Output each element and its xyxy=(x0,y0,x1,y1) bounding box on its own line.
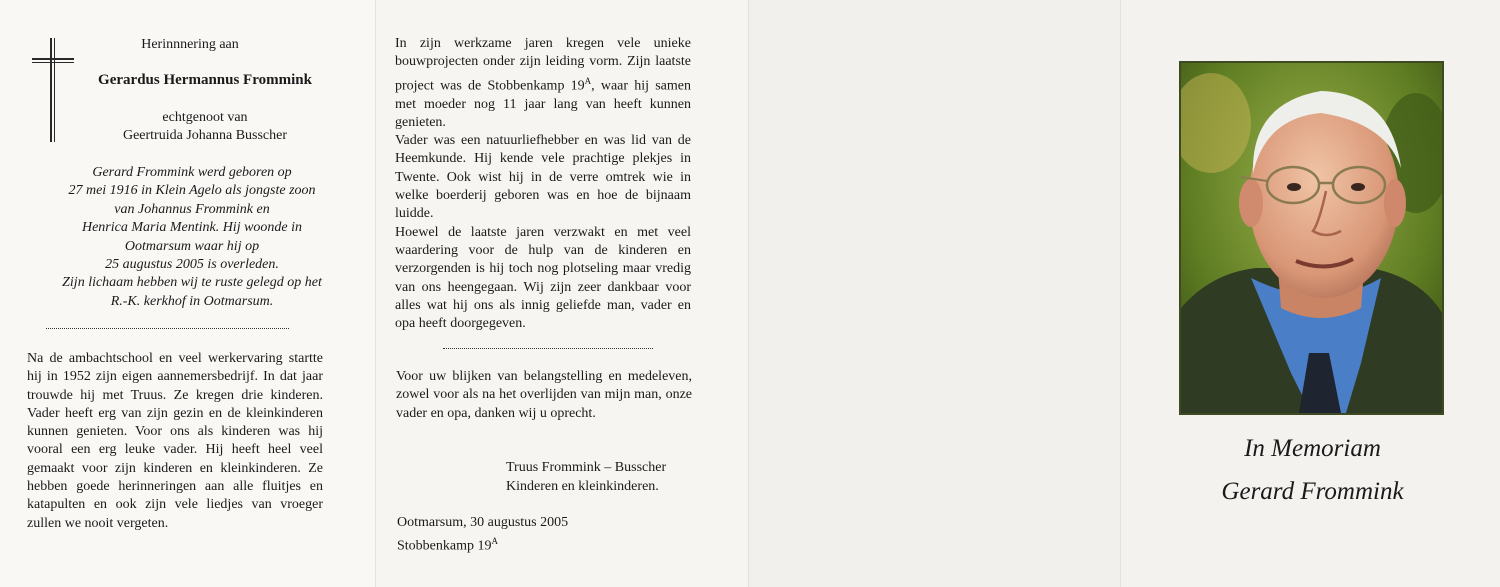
spouse-block xyxy=(85,109,325,146)
thanks-text: Voor uw blijken van belangstelling en medeleven, zowel voor als na het overlijden van mijn man, onze vader en opa, danken wij u oprecht. xyxy=(396,369,692,421)
blank-page xyxy=(748,0,1120,587)
address-superscript: A xyxy=(491,536,498,546)
deceased-name: Gerardus Hermannus Frommink xyxy=(98,72,312,88)
life-story: Na de ambachtschool en veel werkervaring startte hij in 1952 zijn eigen aannemersbedrijf. In dat jaar trouwde hij met Truus. Ze kregen drie kinderen. Vader heeft erg van zijn gezin en de kleinkinderen kunnen genieten. Voor ons als kinderen was hij vooral een erg leuke vader. Hij heeft heel veel gemaakt voor zijn kinderen en kleinkinderen. Ze hebben goede herinneringen aan alle fluitjes en katapulten en ook zijn vele liedjes van vroeger zullen we nooit vergeten. xyxy=(27,351,323,531)
bio-line: 25 augustus 2005 is overleden. xyxy=(105,257,279,273)
career-text-before: In zijn werkzame jaren kregen vele unieke bouwprojecten onder zijn leiding vorm. Zijn laatste project was de Stobbenkamp 19 xyxy=(395,36,691,94)
portrait-photo xyxy=(1179,61,1444,415)
memoriam-name: Gerard Frommink xyxy=(1221,478,1404,505)
signature-family: Kinderen en kleinkinderen. xyxy=(506,479,659,494)
spouse-name: Geertruida Johanna Busscher xyxy=(122,128,288,144)
bio-line: Zijn lichaam hebben wij te ruste gelegd op het xyxy=(62,275,322,291)
biography xyxy=(22,164,362,311)
bio-line: Ootmarsum waar hij op xyxy=(124,238,260,254)
bio-line: 27 mei 1916 in Klein Agelo als jongste zoon xyxy=(68,183,316,199)
address-text: Stobbenkamp 19 xyxy=(397,538,492,554)
dotted-divider xyxy=(46,328,289,329)
career-superscript: A xyxy=(584,75,592,86)
place-date-block xyxy=(397,513,568,556)
bio-line: van Johannus Frommink en xyxy=(114,201,270,217)
bio-line: R.-K. kerkhof in Ootmarsum. xyxy=(110,293,274,309)
bio-line: Gerard Frommink werd geboren op xyxy=(92,165,292,180)
in-memoriam-title: In Memoriam xyxy=(1244,435,1381,462)
address xyxy=(397,532,568,556)
bio-line: Henrica Maria Mentink. Hij woonde in xyxy=(81,220,303,236)
career-text-after: , waar hij samen met moeder nog 11 jaar lang van heeft kunnen genieten. xyxy=(395,78,691,130)
signature xyxy=(506,458,666,496)
dotted-divider xyxy=(443,348,653,349)
remembrance-heading: Herinnnering aan xyxy=(141,37,239,52)
career-paragraph xyxy=(395,35,691,132)
signature-names: Truus Frommink – Busscher xyxy=(506,460,667,475)
place-date: Ootmarsum, 30 augustus 2005 xyxy=(397,515,569,530)
final-years-paragraph: Hoewel de laatste jaren verzwakt en met veel waardering voor de hulp van de kinderen en verzorgenden is hij toch nog plotseling maar vredig van ons heengegaan. Wij zijn zeer dankbaar voor alles wat hij ons als innig geliefde man, vader en opa heeft doorgegeven. xyxy=(395,224,691,332)
cross-icon xyxy=(32,38,74,142)
career-text xyxy=(395,35,691,333)
hobby-paragraph: Vader was een natuurliefhebber en was lid van de Heemkunde. Hij kende vele prachtige plekjes in Twente. Ook wist hij in de verre omtrek wie in welke boerderij geboren was en hoe de bijnaam luidde. xyxy=(395,133,691,222)
spouse-label: echtgenoot van xyxy=(162,110,248,125)
